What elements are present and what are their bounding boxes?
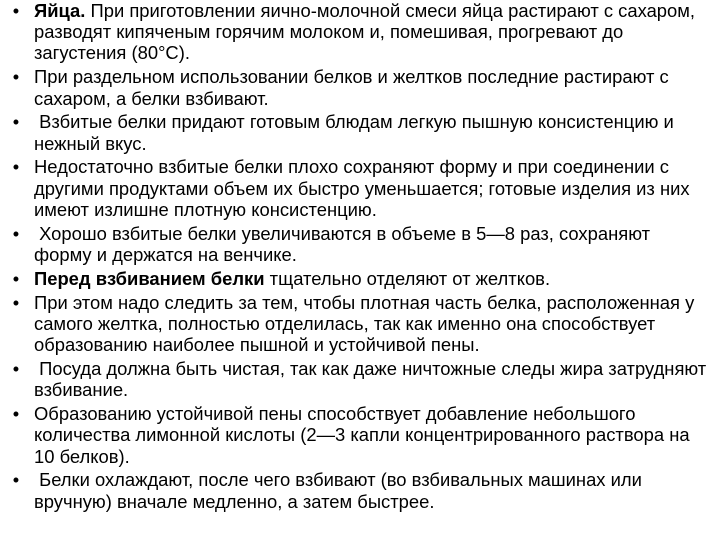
bullet-icon: •	[12, 469, 20, 491]
list-item	[8, 358, 712, 400]
item-lead: Яйца.	[34, 0, 86, 21]
bullet-icon: •	[12, 403, 20, 425]
item-text: При раздельном использовании белков и желтков последние растирают с сахаром, а белки взбивают.	[34, 66, 669, 109]
list-item	[8, 268, 712, 289]
item-text: Белки охлаждают, после чего взбивают (во взбивальных машинах или вручную) вначале медленно, а затем быстрее.	[34, 469, 647, 512]
bullet-icon: •	[12, 267, 20, 289]
item-text: Хорошо взбитые белки увеличиваются в объеме в 5—8 раз, сохраняют форму и держатся на венчике.	[34, 222, 656, 265]
item-text: Посуда должна быть чистая, так как даже ничтожные следы жира затрудняют взбивание.	[34, 358, 712, 401]
list-item	[8, 0, 712, 64]
item-lead-2: белки	[210, 267, 265, 289]
item-text: Образованию устойчивой пены способствует добавление небольшого количества лимонной кислоты (2—3 капли концентрированного раствора на 10 белков).	[34, 403, 690, 467]
item-lead: Перед взбиванием	[34, 267, 206, 289]
item-text: тщательно отделяют от желтков.	[264, 267, 551, 289]
item-text: При приготовлении яично-молочной смеси яйца растирают с сахаром, разводят кипяченым горячим молоком и, помешивая, прогревают до загустения (80°С).	[34, 0, 696, 64]
bullet-icon: •	[12, 66, 20, 88]
item-text: Недостаточно взбитые белки плохо сохраняют форму и при соединении с другими продуктами объем их быстро уменьшается; готовые изделия из них имеют излишне плотную консистенцию.	[34, 156, 690, 220]
item-text: Взбитые белки придают готовым блюдам легкую пышную консистенцию и нежный вкус.	[34, 111, 679, 154]
list-item	[8, 403, 712, 467]
bullet-icon: •	[12, 156, 20, 178]
bullet-icon: •	[12, 222, 20, 244]
list-item	[8, 111, 712, 153]
list-item	[8, 66, 712, 108]
list-item	[8, 292, 712, 356]
list-item	[8, 223, 712, 265]
bullet-icon: •	[12, 111, 20, 133]
item-text: При этом надо следить за тем, чтобы плотная часть белка, расположенная у самого желтка, полностью отделилась, так как именно она способствует образованию наиболее пышной и устойчивой пены.	[34, 291, 695, 356]
bullet-list	[8, 0, 712, 515]
bullet-icon: •	[12, 358, 20, 380]
list-item	[8, 469, 712, 511]
list-item	[8, 156, 712, 220]
bullet-icon: •	[12, 291, 20, 313]
bullet-icon: •	[12, 0, 20, 21]
